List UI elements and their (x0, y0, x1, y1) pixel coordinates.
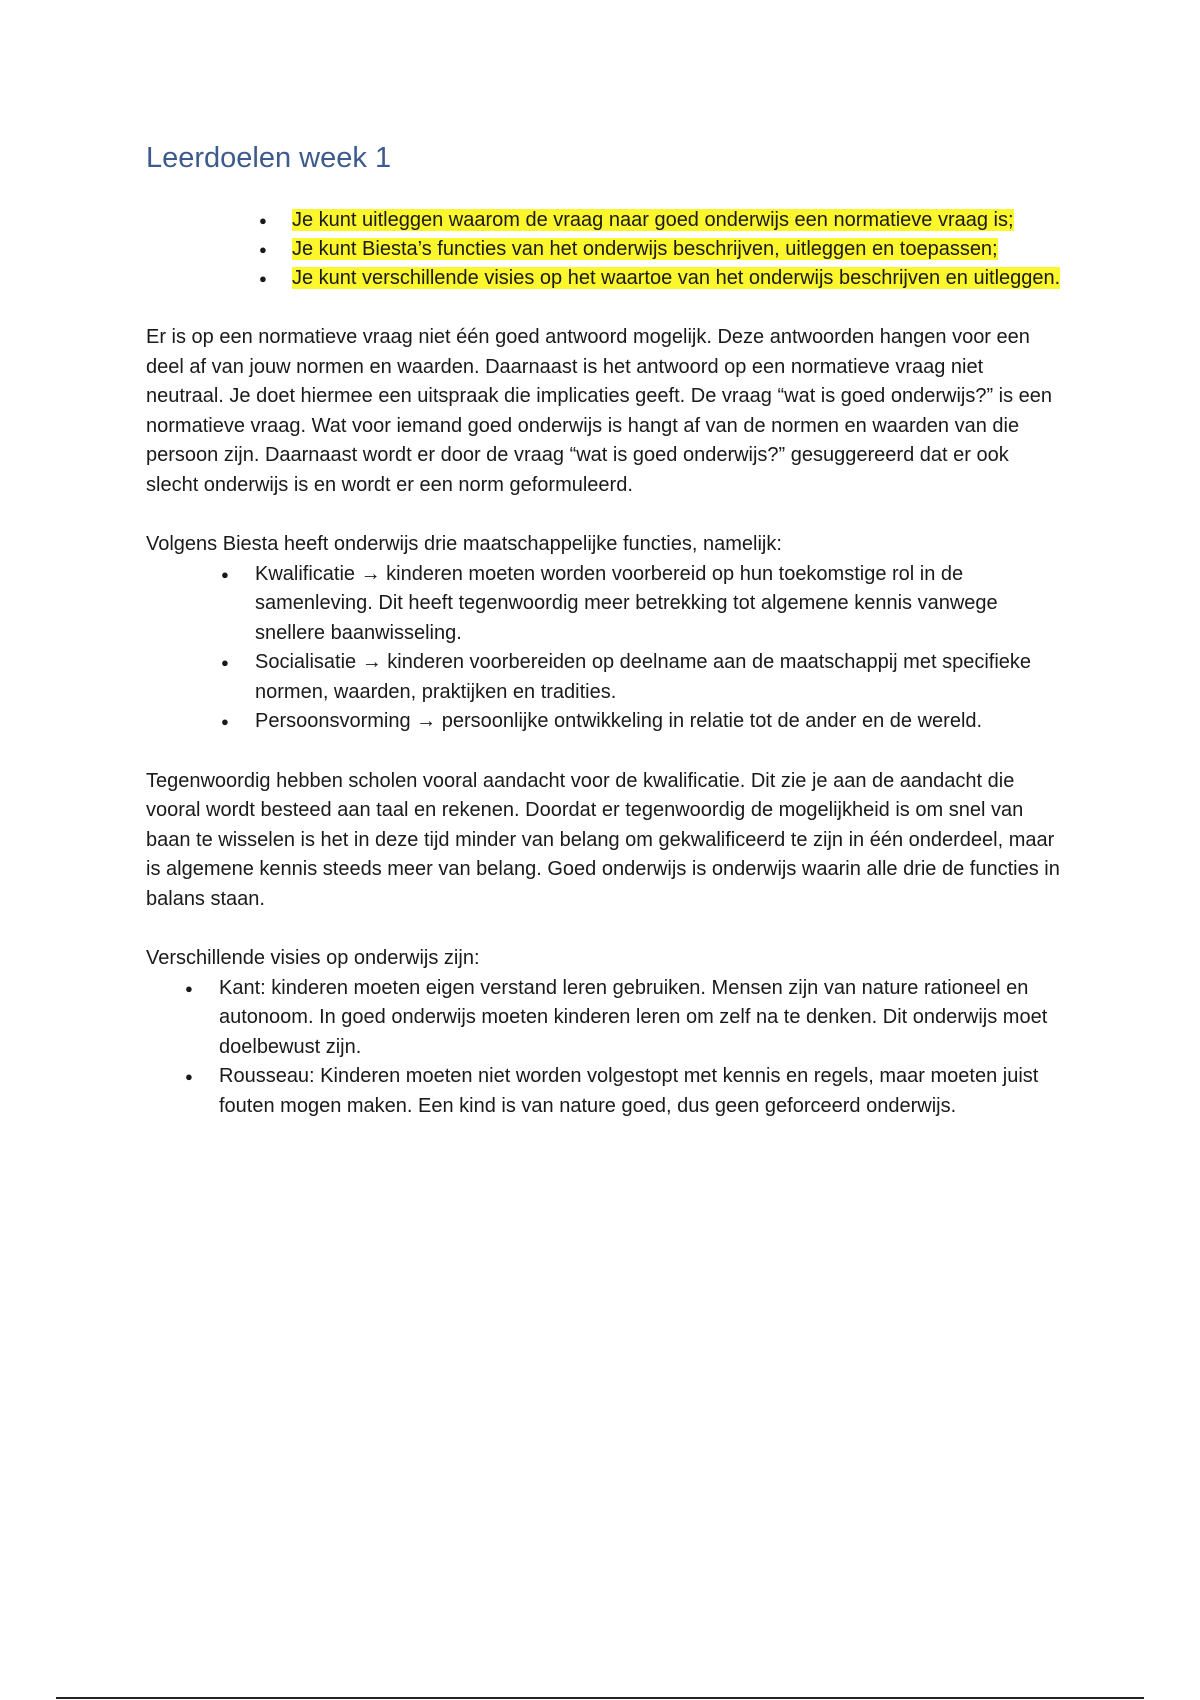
list-item: ● Kant: kinderen moeten eigen verstand leren gebruiken. Mensen zijn van nature rationeel en autonoom. In goed onderwijs moeten kinderen leren om zelf na te denken. Dit onderwijs moet doelbewust zijn. (219, 974, 1066, 1063)
list-item: ● Persoonsvorming → persoonlijke ontwikkeling in relatie tot de ander en de wereld. (255, 707, 1066, 737)
paragraph-kwalificatie: Tegenwoordig hebben scholen vooral aandacht voor de kwalificatie. Dit zie je aan de aandacht die vooral wordt besteed aan taal en rekenen. Doordat er tegenwoordig de mogelijkheid is om snel van baan te wisselen is het in deze tijd minder van belang om gekwalificeerd te zijn in één onderdeel, maar is algemene kennis steeds meer van belang. Goed onderwijs is onderwijs waarin alle drie de functies in balans staan. (146, 769, 1060, 910)
highlighted-text: Je kunt uitleggen waarom de vraag naar goed onderwijs een normatieve vraag is; (292, 209, 1014, 231)
visies-list (219, 974, 1066, 1122)
page-bottom-rule (56, 1697, 1144, 1699)
biesta-intro: Volgens Biesta heeft onderwijs drie maatschappelijke functies, namelijk: (146, 533, 782, 555)
list-item: ● Socialisatie → kinderen voorbereiden op deelname aan de maatschappij met specifieke normen, waarden, praktijken en tradities. (255, 648, 1066, 707)
page-title: Leerdoelen week 1 (146, 142, 392, 174)
visies-intro: Verschillende visies op onderwijs zijn: (146, 947, 480, 969)
list-item (292, 264, 1066, 293)
list-item (292, 206, 1066, 235)
highlighted-text: Je kunt verschillende visies op het waartoe van het onderwijs beschrijven en uitleggen. (292, 267, 1061, 289)
document-page (146, 140, 1066, 1121)
list-item (292, 235, 1066, 264)
biesta-functions-list (255, 560, 1066, 737)
list-item: ● Rousseau: Kinderen moeten niet worden volgestopt met kennis en regels, maar moeten juist fouten mogen maken. Een kind is van nature goed, dus geen geforceerd onderwijs. (219, 1062, 1066, 1121)
highlighted-text: Je kunt Biesta’s functies van het onderwijs beschrijven, uitleggen en toepassen; (292, 238, 998, 260)
learning-goals-list (292, 206, 1066, 293)
paragraph-normatieve-vraag: Er is op een normatieve vraag niet één goed antwoord mogelijk. Deze antwoorden hangen voor een deel af van jouw normen en waarden. Daarnaast is het antwoord op een normatieve vraag niet neutraal. Je doet hiermee een uitspraak die implicaties geeft. De vraag “wat is goed onderwijs?” is een normatieve vraag. Wat voor iemand goed onderwijs is hangt af van de normen en waarden van die persoon zijn. Daarnaast wordt er door de vraag “wat is goed onderwijs?” gesuggereerd dat er ook slecht onderwijs is en wordt er een norm geformuleerd. (146, 326, 1053, 496)
list-item: ● Kwalificatie → kinderen moeten worden voorbereid op hun toekomstige rol in de samenleving. Dit heeft tegenwoordig meer betrekking tot algemene kennis vanwege snellere baanwisseling. (255, 560, 1066, 649)
